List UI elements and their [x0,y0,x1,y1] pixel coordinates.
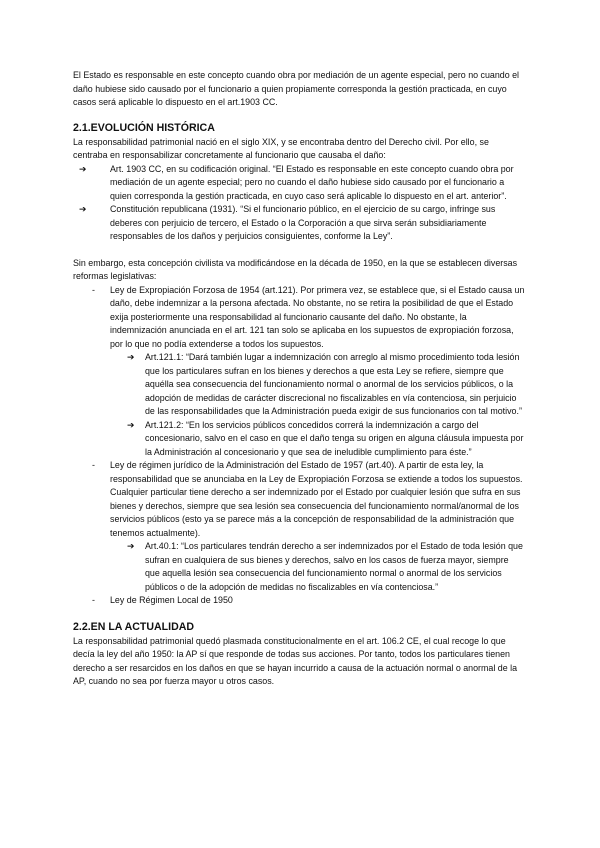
list-item [73,284,525,460]
list-item [73,459,525,594]
reforms-dash-list [73,284,525,608]
list-item-text: Constitución republicana (1931). “Si el funcionario público, en el ejercicio de su cargo, infringe sus deberes con perjuicio de tercero, el Estado o la Corporación a que sirva serán subsidiariamente responsables de los daños y perjuicios consiguientes, conforme la Ley”. [110,204,496,241]
dash-bullet: - [92,460,95,470]
list-item-text: Ley de régimen jurídico de la Administración del Estado de 1957 (art.40). A partir de esta ley, la responsabilidad que se anunciaba en la Ley de Expropiación Forzosa se extiende a todos los supuestos. Cualquier particular tiene derecho a ser indemnizado por el Estado por cualquier lesión que sufra en sus bienes y derechos, siempre que sea lesión sea consecuencia del funcionamiento normal/anormal de los servicios públicos (esto ya se parece más a la concepción de responsabilidad de la administración que tenemos actualmente). [110,460,523,538]
section2-paragraph: La responsabilidad patrimonial quedó plasmada constitucionalmente en el art. 106.2 CE, el cual recoge lo que decía la ley del año 1950: la AP sí que responde de todas sus acciones. Por tanto, todos los particulares tienen derecho a ser resarcidos en los daños en que se hayan incurrido a causa de la actuación normal o anormal de la AP, cuando no sea por fuerza mayor u otros casos. [73,635,518,686]
dash-bullet: - [92,284,95,295]
historical-arrow-list [73,163,525,244]
list-item-text: Ley de Expropiación Forzosa de 1954 (art.121). Por primera vez, se establece que, si el Estado causa un daño, debe indemnizar a la persona afectada. No obstante, no se retira la posibilidad de que el Estado exija posteriormente una responsabilidad al funcionario causante del daño. No obstante, la indemnización anunciada en el art. 121 tan solo se aplicaba en los supuestos de expropiación forzosa, por lo que no podía extenderse a todos los supuestos. [110,284,525,349]
arrow-bullet-icon: ➔ [79,163,87,174]
dash-bullet: - [92,595,95,605]
arrow-bullet-icon: ➔ [127,419,135,430]
sublist-item-text: Art.121.1: “Dará también lugar a indemnización con arreglo al mismo procedimiento toda lesión que los particulares sufran en los bienes y derechos a que esta Ley se refiere, siempre que aquélla sea consecuencia del funcionamiento normal o anormal de los servicios públicos, o la adopción de medidas de carácter discrecional no fiscalizables en vía contenciosa, sin perjuicio de las responsabilidades que la Administración pueda exigir de sus funcionarios con tal motivo.” [145,352,522,416]
section-heading-evolucion: 2.1.EVOLUCIÓN HISTÓRICA [73,121,215,134]
arrow-bullet-icon: ➔ [127,352,135,362]
sublist-item [110,419,525,460]
sublist-item [110,540,525,594]
sublist-item-text: Art.40.1: “Los particulares tendrán derecho a ser indemnizados por el Estado de toda lesión que sufran en cualquiera de sus bienes y derechos, salvo en los casos de fuerza mayor, siempre que aquella lesión sea consecuencia del funcionamiento normal o anormal de los servicios públicos o de la adopción de medidas no fiscalizables en vía contenciosa.” [145,541,523,592]
list-item [73,203,525,244]
list-item-text: Art. 1903 CC, en su codificación original. “El Estado es responsable en este concepto cuando obra por mediación de un agente especial; pero no cuando el daño hubiese sido causado por el funcionario a quien corresponda la gestión practicada, en cuyo caso será aplicable lo dispuesto en el art. anterior”. [110,163,514,201]
list-item [73,594,525,608]
intro-paragraph: El Estado es responsable en este concepto cuando obra por mediación de un agente especial, pero no cuando el daño hubiese sido causado por el funcionario a quien propiamente corresponda la gestión practicada, en cuyo casos será aplicable lo dispuesto en el art.1903 CC. [73,70,520,107]
document-content [73,69,525,689]
section1-paragraph: La responsabilidad patrimonial nació en el siglo XIX, y se encontraba dentro del Derecho civil. Por ello, se centraba en responsabilizar concretamente al funcionario que causaba el daño: [73,136,489,160]
sublist-item-text: Art.121.2: “En los servicios públicos concedidos correrá la indemnización a cargo del concesionario, salvo en el caso en que el daño tenga su origen en alguna cláusula impuesta por la Administración al concesionario y que sea de ineludible cumplimiento para éste.” [145,419,524,457]
list-item-text: Ley de Régimen Local de 1950 [110,595,233,605]
list-item [73,163,525,204]
section1-paragraph-2: Sin embargo, esta concepción civilista va modificándose en la década de 1950, en la que se establecen diversas reformas legislativas: [73,257,518,281]
sublist-item [110,351,525,419]
article-sublist [110,351,525,459]
section-heading-actualidad: 2.2.EN LA ACTUALIDAD [73,620,195,633]
arrow-bullet-icon: ➔ [79,204,87,214]
arrow-bullet-icon: ➔ [127,541,135,551]
article-sublist [110,540,525,594]
